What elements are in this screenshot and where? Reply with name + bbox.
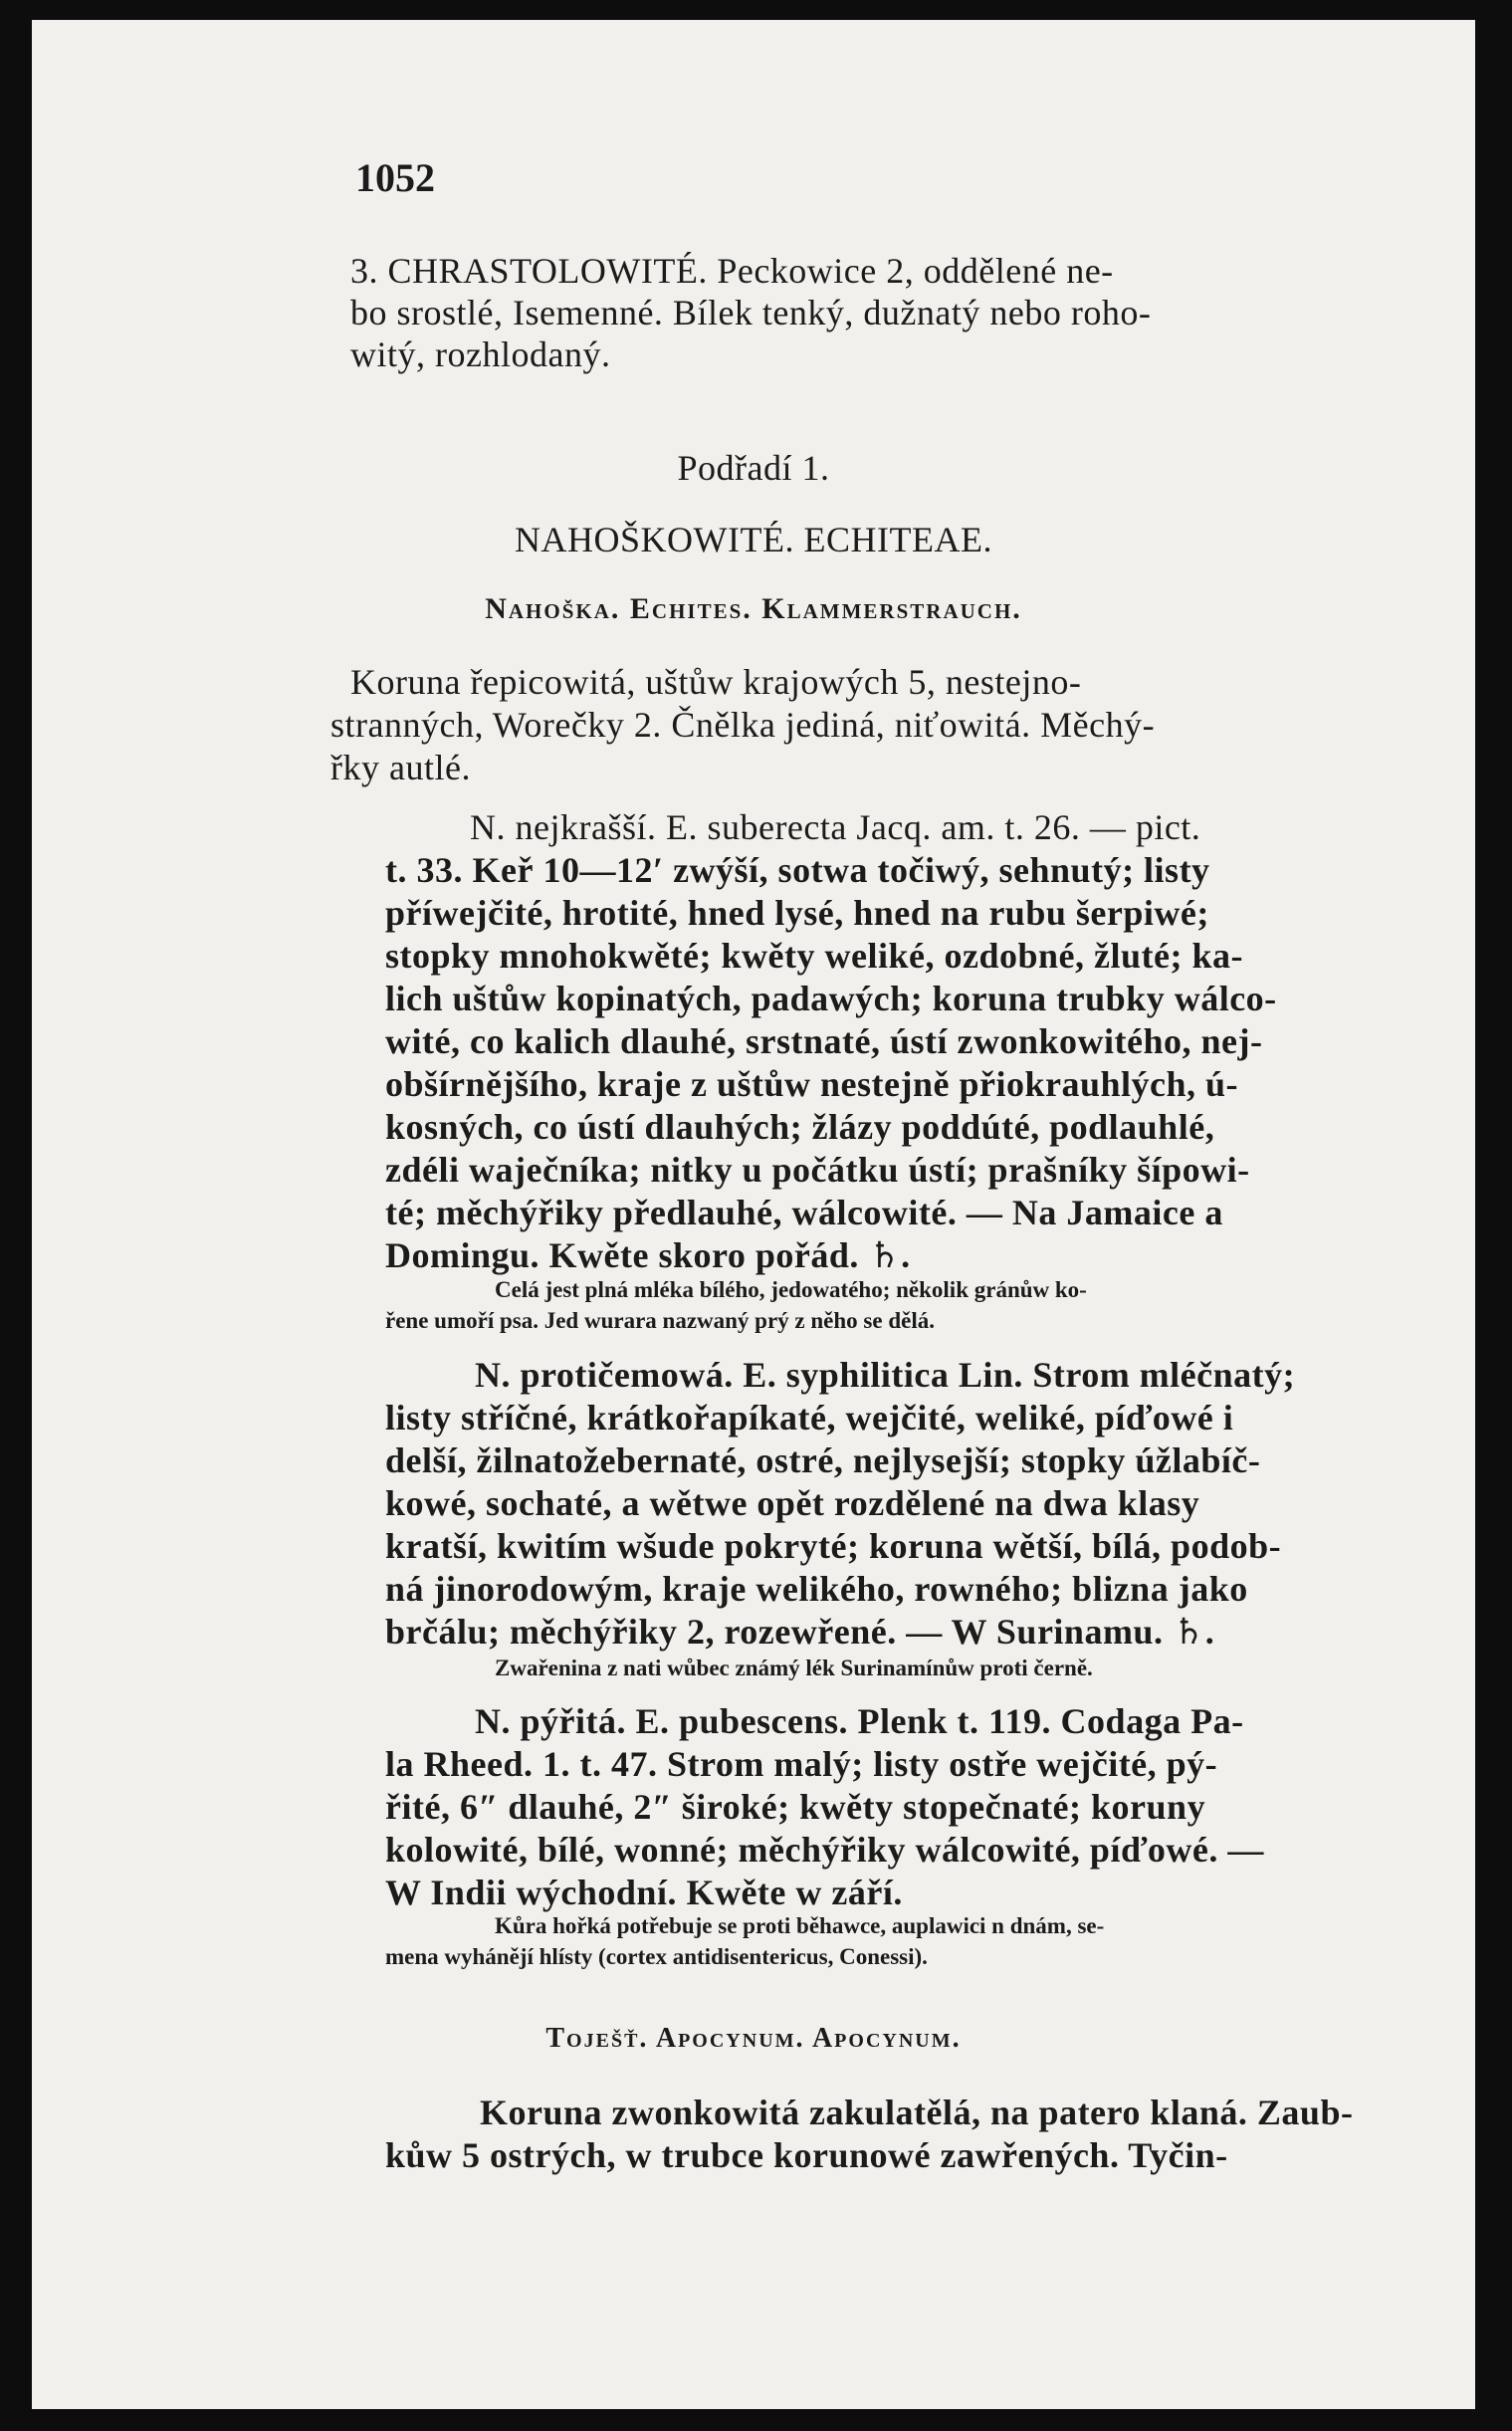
page-number: 1052 <box>355 155 435 200</box>
section-heading: Podřadí 1. <box>677 448 830 488</box>
note-line: Zwařenina z nati wůbec známý lék Surinamínůw proti černě. <box>495 1656 1093 1680</box>
species-line: N. nejkrašší. E. suberecta Jacq. am. t. 26. — pict. <box>470 807 1201 847</box>
book-page <box>32 20 1475 2409</box>
genus-heading: Nahoška. Echites. Klammerstrauch. <box>485 592 1022 625</box>
subfamily-title: NAHOŠKOWITÉ. ECHITEAE. <box>515 520 992 559</box>
text-line: bo srostlé, Isemenné. Bílek tenký, dužnatý nebo roho- <box>350 293 1152 332</box>
text-line: wité, co kalich dlauhé, srstnaté, ústí zwonkowitého, nej- <box>385 1021 1263 1061</box>
text-line: obšírnějšího, kraje z uštůw nestejně přiokrauhlých, ú- <box>385 1064 1239 1104</box>
note-line: řene umoří psa. Jed wurara nazwaný prý z něho se dělá. <box>385 1308 935 1333</box>
note-line: Celá jest plná mléka bílého, jedowatého; několik gránůw ko- <box>495 1277 1087 1302</box>
species-line: N. protičemowá. E. syphilitica Lin. Strom mléčnatý; <box>475 1355 1296 1395</box>
text-line: W Indii wýchodní. Kwěte w září. <box>385 1873 903 1912</box>
text-line: řky autlé. <box>330 748 471 787</box>
text-line: witý, rozhlodaný. <box>350 334 611 374</box>
text-line: listy stříčné, krátkořapíkaté, wejčité, weliké, píďowé i <box>385 1398 1234 1437</box>
text-line: ná jinorodowým, kraje welikého, rowného; blizna jako <box>385 1569 1248 1609</box>
text-line: kolowité, bílé, wonné; měchýřiky wálcowité, píďowé. — <box>385 1830 1264 1870</box>
text-line: kowé, sochaté, a wětwe opět rozdělené na dwa klasy <box>385 1483 1200 1523</box>
text-line: delší, žilnatožebernaté, ostré, nejlysejší; stopky úžlabíč- <box>385 1440 1261 1480</box>
text-line: t. 33. Keř 10—12′ zwýší, sotwa točiwý, sehnutý; listy <box>385 850 1210 890</box>
text-line: stranných, Worečky 2. Čnělka jediná, niťowitá. Měchý- <box>330 705 1156 745</box>
text-line: brčálu; měchýřiky 2, rozewřené. — W Surinamu. ♄. <box>385 1612 1215 1652</box>
genus-heading: Toješť. Apocynum. Apocynum. <box>545 2023 962 2054</box>
text-line: příwejčité, hrotité, hned lysé, hned na rubu šerpiwé; <box>385 893 1209 933</box>
text-line: Domingu. Kwěte skoro pořád. ♄. <box>385 1235 911 1275</box>
text-line: stopky mnohokwěté; kwěty weliké, ozdobné, žluté; ka- <box>385 936 1243 976</box>
species-line: N. pýřitá. E. pubescens. Plenk t. 119. Codaga Pa- <box>475 1701 1244 1741</box>
text-line: řité, 6″ dlauhé, 2″ široké; kwěty stopečnaté; koruny <box>385 1787 1206 1827</box>
text-line: la Rheed. 1. t. 47. Strom malý; listy ostře wejčité, pý- <box>385 1744 1218 1784</box>
note-line: Kůra hořká potřebuje se proti běhawce, auplawici n dnám, se- <box>495 1913 1105 1938</box>
text-line: lich uštůw kopinatých, padawých; koruna trubky wálco- <box>385 979 1277 1018</box>
text-line: kratší, kwitím wšude pokryté; koruna wětší, bílá, podob- <box>385 1526 1282 1566</box>
text-line: kosných, co ústí dlauhých; žlázy poddúté, podlauhlé, <box>385 1107 1215 1147</box>
text-line: té; měchýřiky předlauhé, wálcowité. — Na Jamaice a <box>385 1193 1223 1232</box>
text-line: kůw 5 ostrých, w trubce korunowé zawřených. Tyčin- <box>385 2135 1228 2175</box>
text-line: Koruna zwonkowitá zakulatělá, na patero klaná. Zaub- <box>480 2093 1354 2132</box>
text-line: Koruna řepicowitá, uštůw krajowých 5, nestejno- <box>350 662 1082 702</box>
text-line: zdéli waječníka; nitky u počátku ústí; prašníky šípowi- <box>385 1150 1250 1190</box>
text-line: 3. CHRASTOLOWITÉ. Peckowice 2, oddělené ne- <box>350 251 1114 291</box>
note-line: mena wyhánějí hlísty (cortex antidisentericus, Conessi). <box>385 1944 928 1969</box>
